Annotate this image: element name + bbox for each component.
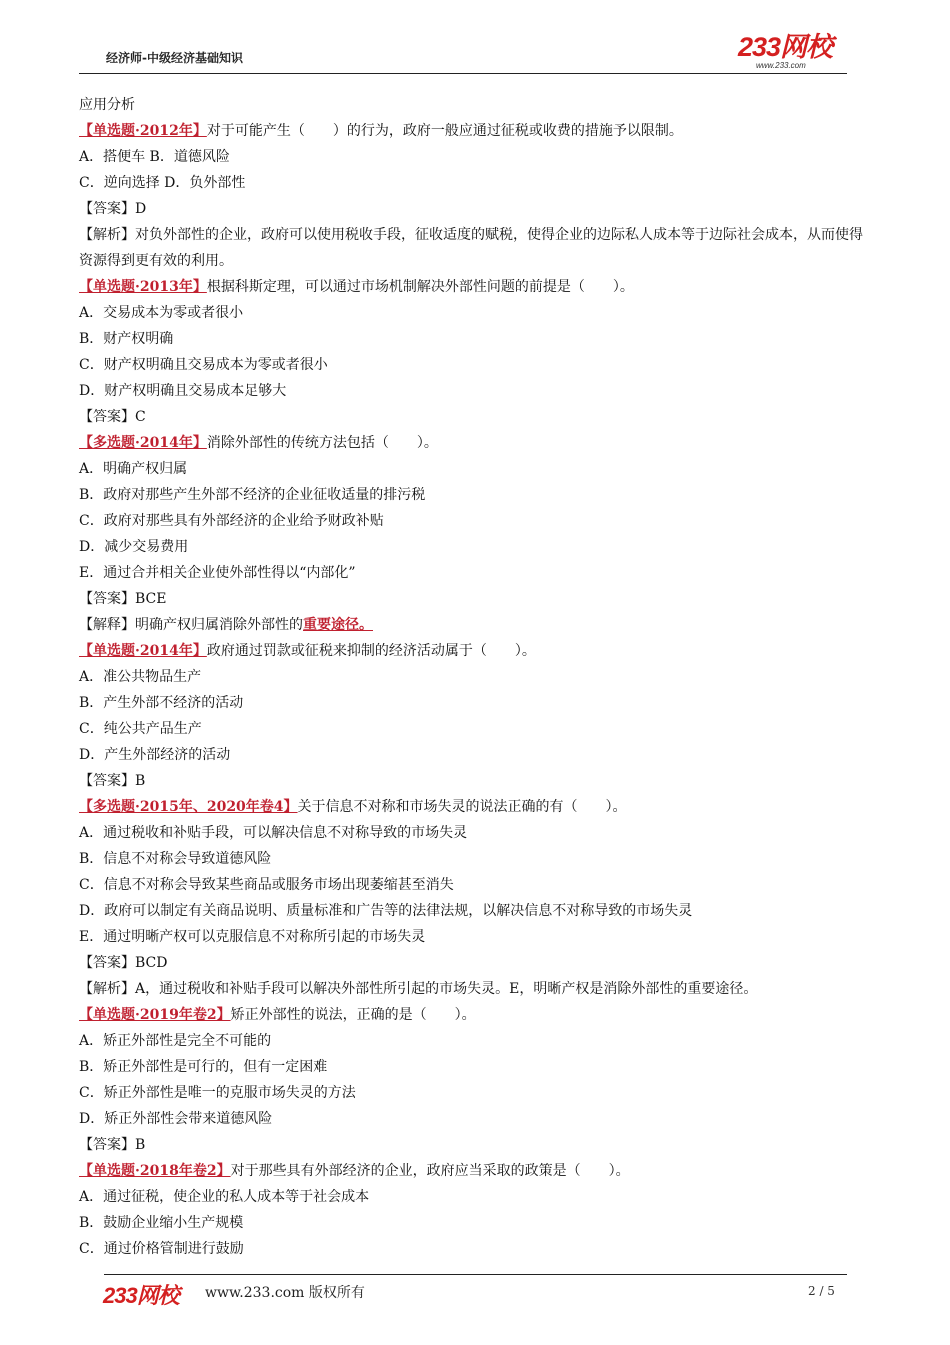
question-stem [79,1002,869,1028]
question-tag: 【单选题·2019年卷2】 [79,1007,231,1023]
question-option: C．信息不对称会导致某些商品或服务市场出现萎缩甚至消失 [79,877,454,893]
answer-line: 【答案】BCE [79,591,167,607]
brand-logo-url: www.233.com [756,61,806,70]
footer-copyright: www.233.com 版权所有 [205,1285,365,1301]
question-text: 矫正外部性的说法，正确的是（ ）。 [230,1007,476,1023]
question-option: C．政府对那些具有外部经济的企业给予财政补贴 [79,513,384,529]
analysis-text: 【解析】对负外部性的企业，政府可以使用税收手段，征收适度的赋税，使得企业的边际私人成本等于边际社会成本，从而使得资源得到更有效的利用。 [79,227,863,269]
answer-line: 【答案】BCD [79,955,168,971]
question-option: A．通过征税，使企业的私人成本等于社会成本 [79,1189,370,1205]
question-option: A．搭便车 B．道德风险 [79,149,230,165]
answer-line: 【答案】B [79,1137,146,1153]
question-option: B．鼓励企业缩小生产规模 [79,1215,244,1231]
question-text: 消除外部性的传统方法包括（ ）。 [206,435,438,451]
question-option: B．矫正外部性是可行的，但有一定困难 [79,1059,328,1075]
footer-divider [104,1274,847,1275]
question-option: A．明确产权归属 [79,461,188,477]
explanation-line [79,612,869,638]
question-option: B．产生外部不经济的活动 [79,695,244,711]
brand-logo-text: 233网校 [738,32,833,62]
analysis-text: 【解析】A，通过税收和补贴手段可以解决外部性所引起的市场失灵。E，明晰产权是消除外部性的重要途径。 [79,981,758,997]
question-option: B．财产权明确 [79,331,174,347]
question-stem [79,1158,869,1184]
answer-line: 【答案】D [79,201,147,217]
question-option: B．信息不对称会导致道德风险 [79,851,272,867]
question-option: D．产生外部经济的活动 [79,747,231,763]
question-option: C．矫正外部性是唯一的克服市场失灵的方法 [79,1085,356,1101]
footer-logo: 233网校 [103,1283,179,1308]
question-stem [79,274,869,300]
question-option: C．财产权明确且交易成本为零或者很小 [79,357,328,373]
header-divider [79,73,847,74]
answer-line: 【答案】B [79,773,146,789]
explanation-highlight: 重要途径。 [303,617,373,633]
question-option: A．交易成本为零或者很小 [79,305,244,321]
question-tag: 【多选题·2015年、2020年卷4】 [79,799,298,815]
question-tag: 【单选题·2013年】 [79,279,207,295]
document-header-title: 经济师-中级经济基础知识 [106,51,243,65]
question-text: 关于信息不对称和市场失灵的说法正确的有（ ）。 [297,799,627,815]
question-option: A．矫正外部性是完全不可能的 [79,1033,272,1049]
question-stem [79,118,869,144]
question-option: D．减少交易费用 [79,539,189,555]
question-option: D．政府可以制定有关商品说明、质量标准和广告等的法律法规，以解决信息不对称导致的市场失灵 [79,903,693,919]
question-option: C．通过价格管制进行鼓励 [79,1241,244,1257]
question-tag: 【多选题·2014年】 [79,435,207,451]
question-tag: 【单选题·2014年】 [79,643,207,659]
section-title: 应用分析 [79,97,135,113]
explanation-text: 【解释】明确产权归属消除外部性的 [79,617,303,633]
question-option: C．逆向选择 D．负外部性 [79,175,246,191]
question-option: A．准公共物品生产 [79,669,202,685]
document-body [79,92,869,1262]
question-option: C．纯公共产品生产 [79,721,202,737]
question-tag: 【单选题·2012年】 [79,123,207,139]
question-text: 对于可能产生（ ）的行为，政府一般应通过征税或收费的措施予以限制。 [206,123,683,139]
question-option: E．通过合并相关企业使外部性得以“内部化” [79,565,356,581]
brand-logo [738,34,848,74]
question-stem [79,430,869,456]
question-text: 政府通过罚款或征税来抑制的经济活动属于（ ）。 [206,643,536,659]
question-option: D．矫正外部性会带来道德风险 [79,1111,273,1127]
question-option: B．政府对那些产生外部不经济的企业征收适量的排污税 [79,487,426,503]
question-option: E．通过明晰产权可以克服信息不对称所引起的市场失灵 [79,929,426,945]
question-option: D．财产权明确且交易成本足够大 [79,383,287,399]
question-tag: 【单选题·2018年卷2】 [79,1163,231,1179]
question-stem [79,638,869,664]
question-text: 根据科斯定理，可以通过市场机制解决外部性问题的前提是（ ）。 [206,279,634,295]
question-text: 对于那些具有外部经济的企业，政府应当采取的政策是（ ）。 [230,1163,630,1179]
question-stem [79,794,869,820]
answer-line: 【答案】C [79,409,146,425]
page-number: 2 / 5 [808,1284,835,1298]
question-option: A．通过税收和补贴手段，可以解决信息不对称导致的市场失灵 [79,825,468,841]
